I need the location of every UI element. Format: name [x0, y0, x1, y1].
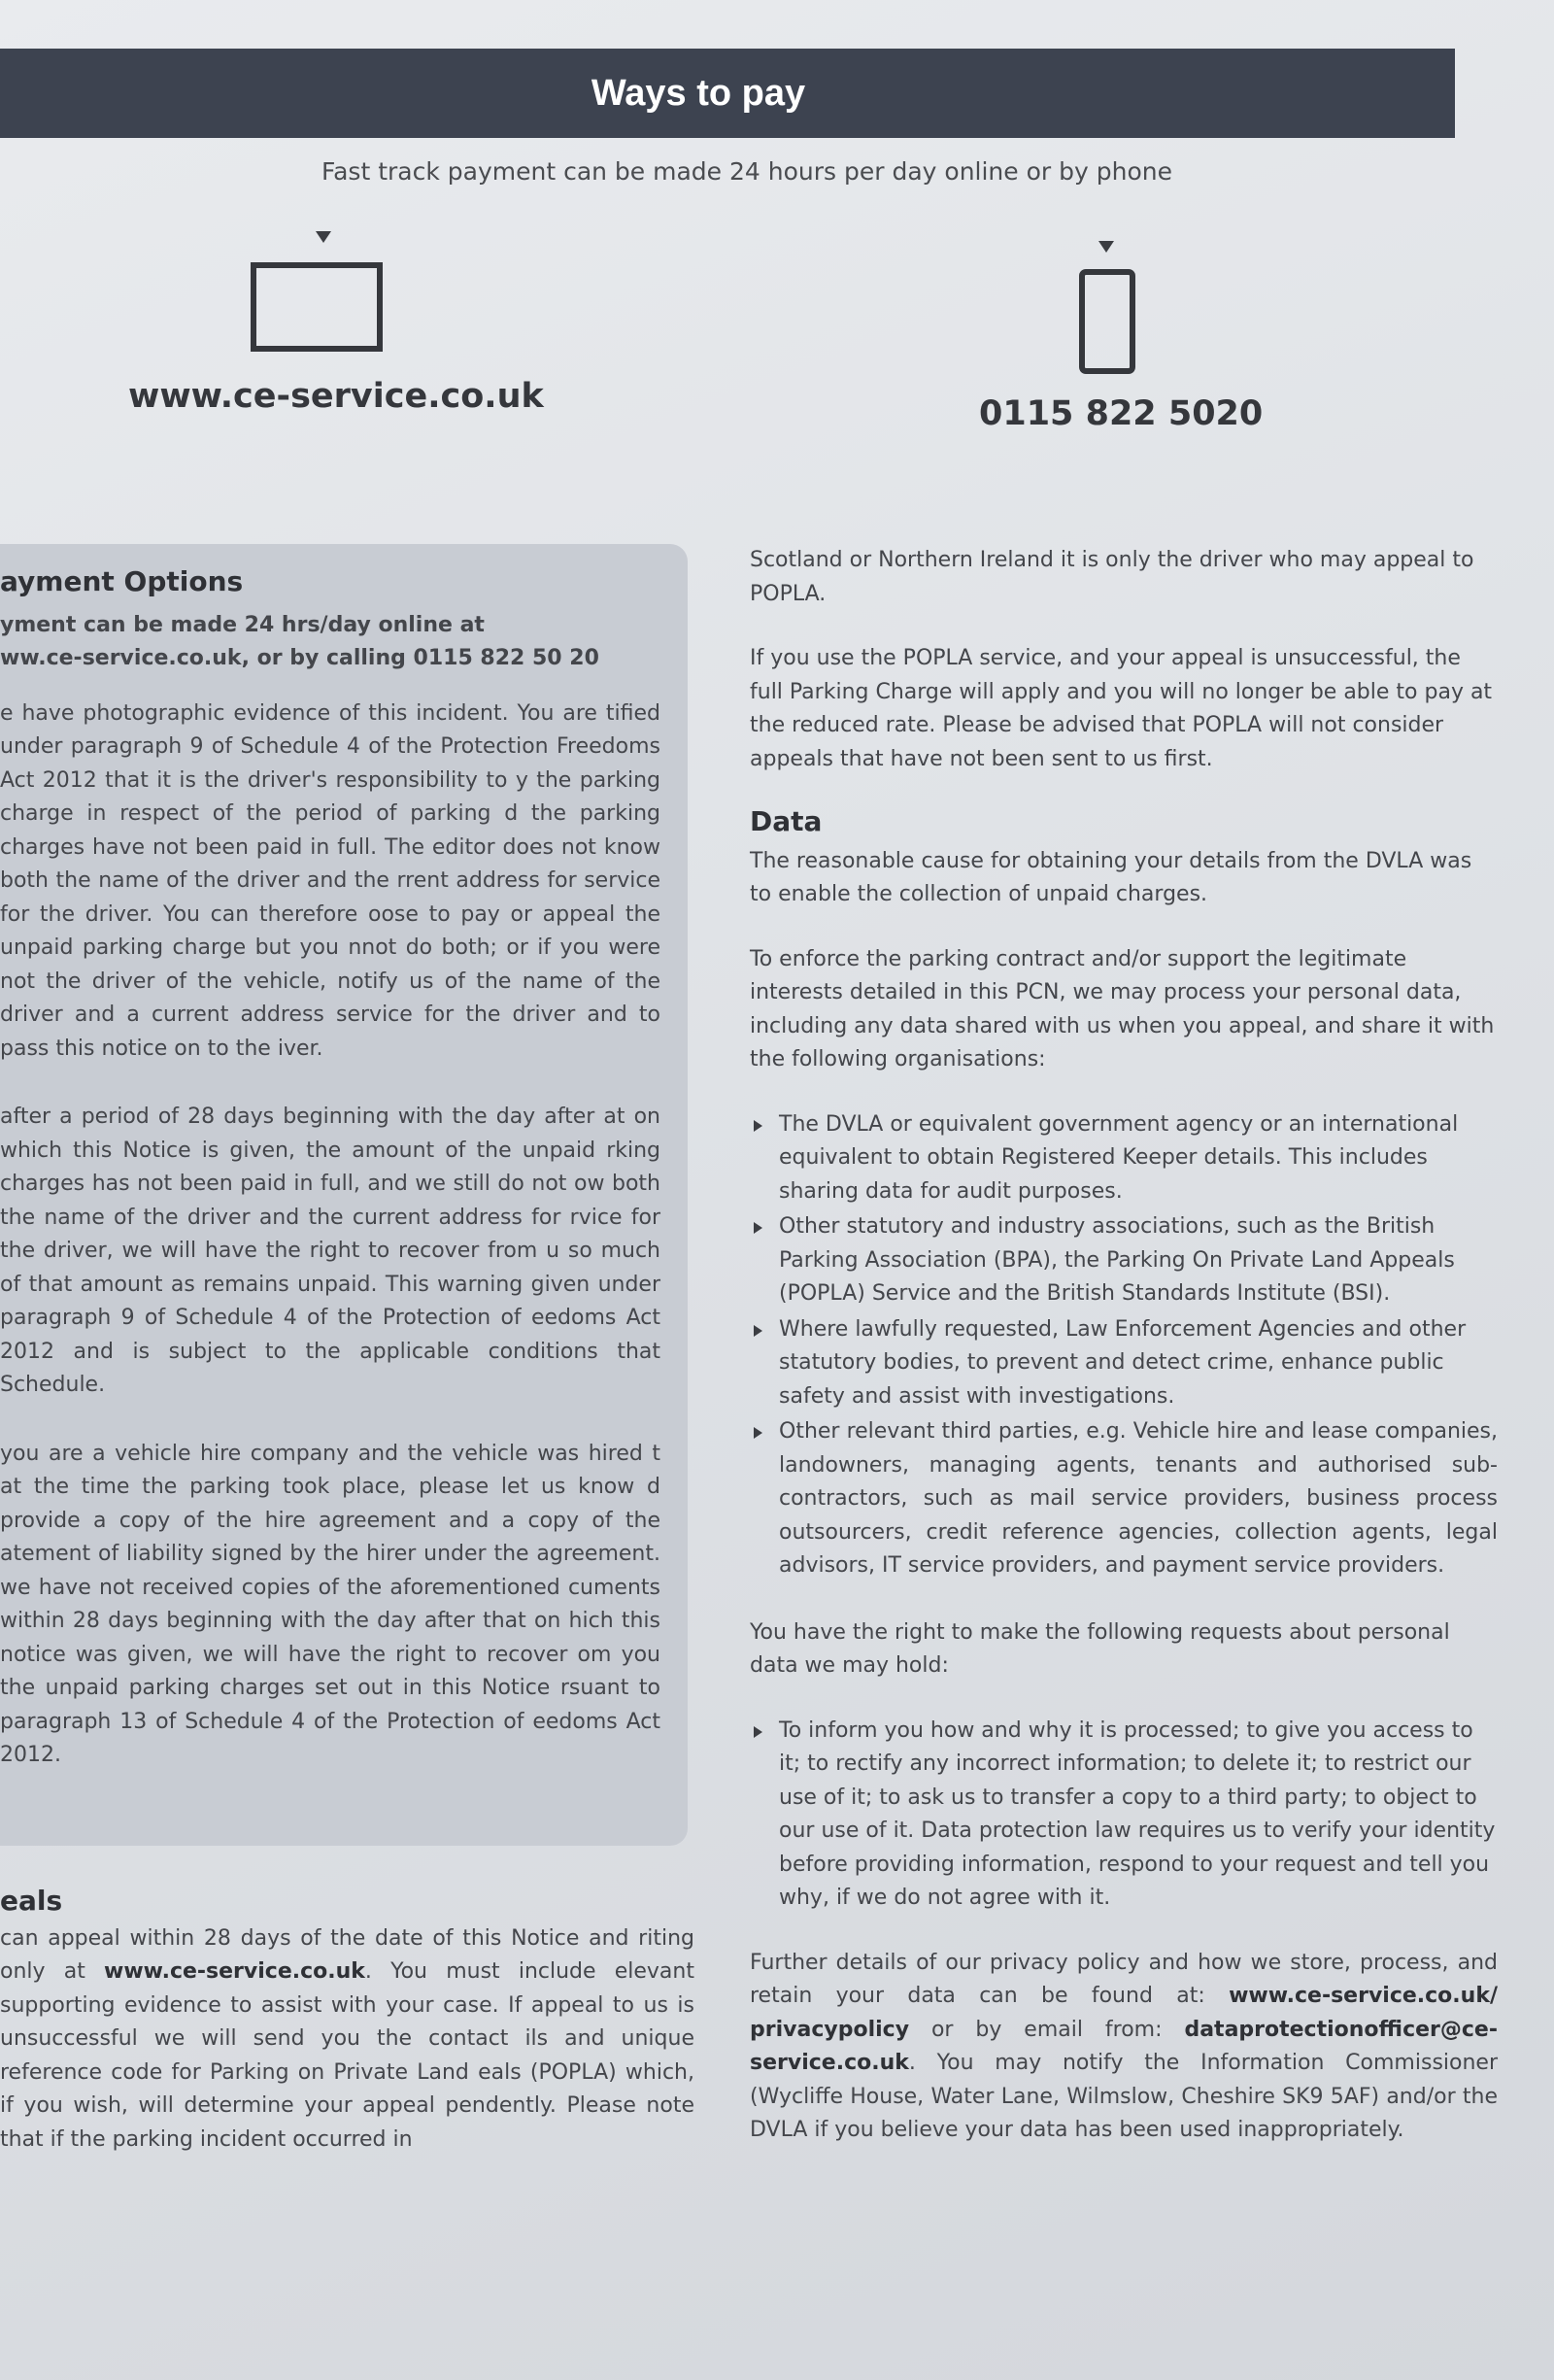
- down-arrow-icon: [316, 231, 331, 243]
- appeals-title: eals: [0, 1885, 63, 1917]
- triangle-bullet-icon: [754, 1726, 762, 1738]
- dpo-email-link[interactable]: dataprotectionofficer@ce-service.co.uk: [750, 2017, 1498, 2075]
- phone-number[interactable]: 0115 822 5020: [979, 394, 1264, 433]
- data-processing-paragraph: To enforce the parking contract and/or support the legitimate interests detailed in this PCN, we may process your personal data, including any data shared with us when you appeal, and share it with the following organisations:: [750, 946, 1495, 1071]
- mobile-phone-icon: [1078, 268, 1136, 375]
- page-title: Ways to pay: [591, 72, 806, 114]
- payment-intro-line: ww.ce-service.co.uk, or by calling 0115 822 50 20: [0, 646, 599, 670]
- popla-scotland-paragraph: Scotland or Northern Ireland it is only the driver who may appeal to POPLA.: [750, 548, 1474, 606]
- payment-options-title: ayment Options: [0, 565, 244, 597]
- down-arrow-icon: [1098, 241, 1114, 253]
- privacy-policy-link[interactable]: www.ce-service.co.uk/ privacypolicy: [750, 1984, 1498, 2042]
- dvla-reason-paragraph: The reasonable cause for obtaining your details from the DVLA was to enable the collection of unpaid charges.: [750, 848, 1472, 906]
- payment-subtitle: Fast track payment can be made 24 hours per day online or by phone: [321, 157, 1172, 186]
- privacy-policy-paragraph: Further details of our privacy policy and how we store, process, and retain your data can be found at: www.ce-service.co.uk/ privacypolicy or by email from: dataprotectionofficer@ce-service.co.uk. You may notify the Information Commissioner (Wycliffe House, Water Lane, Wilmslow, Cheshire SK9 5AF) and/or the DVLA if you believe your data has been used inappropriately.: [750, 1950, 1498, 2142]
- list-item: Where lawfully requested, Law Enforcement Agencies and other statutory bodies, to prevent and detect crime, enhance public safety and assist with investigations.: [750, 1313, 1498, 1414]
- monitor-icon: [251, 262, 383, 352]
- list-item: Other statutory and industry associations, such as the British Parking Association (BPA), the Parking On Private Land Appeals (POPLA) Service and the British Standards Institute (BSI).: [750, 1210, 1498, 1311]
- organisations-list: [750, 1108, 1498, 1583]
- evidence-paragraph: e have photographic evidence of this incident. You are tified under paragraph 9 of Schedule 4 of the Protection Freedoms Act 2012 that it is the driver's responsibility to y the parking charge in respect of the period of parking d the parking charges have not been paid in full. The editor does not know both the name of the driver and the rrent address for service for the driver. You can therefore oose to pay or appeal the unpaid parking charge but you nnot do both; or if you were not the driver of the vehicle, notify us of the name of the driver and a current address service for the driver and to pass this notice on to the iver.: [0, 700, 660, 1061]
- payment-intro-line: yment can be made 24 hrs/day online at: [0, 612, 485, 637]
- data-section-title: Data: [750, 805, 823, 837]
- list-item: To inform you how and why it is processed; to give you access to it; to rectify any incorrect information; to delete it; to restrict our use of it; to ask us to transfer a copy to a third party; to object to our use of it. Data protection law requires us to verify your identity before providing information, respond to your request and tell you why, if we do not agree with it.: [750, 1715, 1498, 1916]
- recovery-paragraph: after a period of 28 days beginning with the day after at on which this Notice is given, the amount of the unpaid rking charges has not been paid in full, and we still do not ow both the name of the driver and the current address for rvice for the driver, we will have the right to recover from u so much of that amount as remains unpaid. This warning given under paragraph 9 of Schedule 4 of the Protection of eedoms Act 2012 and is subject to the applicable conditions that Schedule.: [0, 1105, 660, 1397]
- triangle-bullet-icon: [754, 1222, 762, 1234]
- website-link[interactable]: www.ce-service.co.uk: [128, 377, 544, 416]
- hire-company-paragraph: you are a vehicle hire company and the vehicle was hired t at the time the parking took place, please let us know d provide a copy of the hire agreement and a copy of the atement of liability signed by the hirer under the agreement. we have not received copies of the aforementioned cuments within 28 days beginning with the day after that on hich this notice was given, we will have the right to recover om you the unpaid parking charges set out in this Notice rsuant to paragraph 13 of Schedule 4 of the Protection of eedoms Act 2012.: [0, 1441, 660, 1767]
- list-item: Other relevant third parties, e.g. Vehicle hire and lease companies, landowners, managing agents, tenants and authorised sub-contractors, such as mail service providers, business process outsourcers, credit reference agencies, collection agents, legal advisors, IT service providers, and payment service providers.: [750, 1415, 1498, 1583]
- triangle-bullet-icon: [754, 1120, 762, 1132]
- rights-intro-paragraph: You have the right to make the following requests about personal data we may hold:: [750, 1619, 1450, 1678]
- list-item: The DVLA or equivalent government agency or an international equivalent to obtain Registered Keeper details. This includes sharing data for audit purposes.: [750, 1108, 1498, 1209]
- triangle-bullet-icon: [754, 1427, 762, 1439]
- triangle-bullet-icon: [754, 1325, 762, 1337]
- appeals-paragraph: can appeal within 28 days of the date of this Notice and riting only at www.ce-service.co.uk. You must include elevant supporting evidence to assist with your case. If appeal to us is unsuccessful we will send you the contact ils and unique reference code for Parking on Private Land eals (POPLA) which, if you wish, will determine your appeal pendently. Please note that if the parking incident occurred in: [0, 1925, 694, 2152]
- rights-list: [750, 1715, 1498, 1916]
- appeals-website-link[interactable]: www.ce-service.co.uk: [104, 1959, 365, 1984]
- popla-unsuccessful-paragraph: If you use the POPLA service, and your appeal is unsuccessful, the full Parking Charge will apply and you will no longer be able to pay at the reduced rate. Please be advised that POPLA will not consider appeals that have not been sent to us first.: [750, 646, 1493, 771]
- header-banner: [0, 49, 1455, 138]
